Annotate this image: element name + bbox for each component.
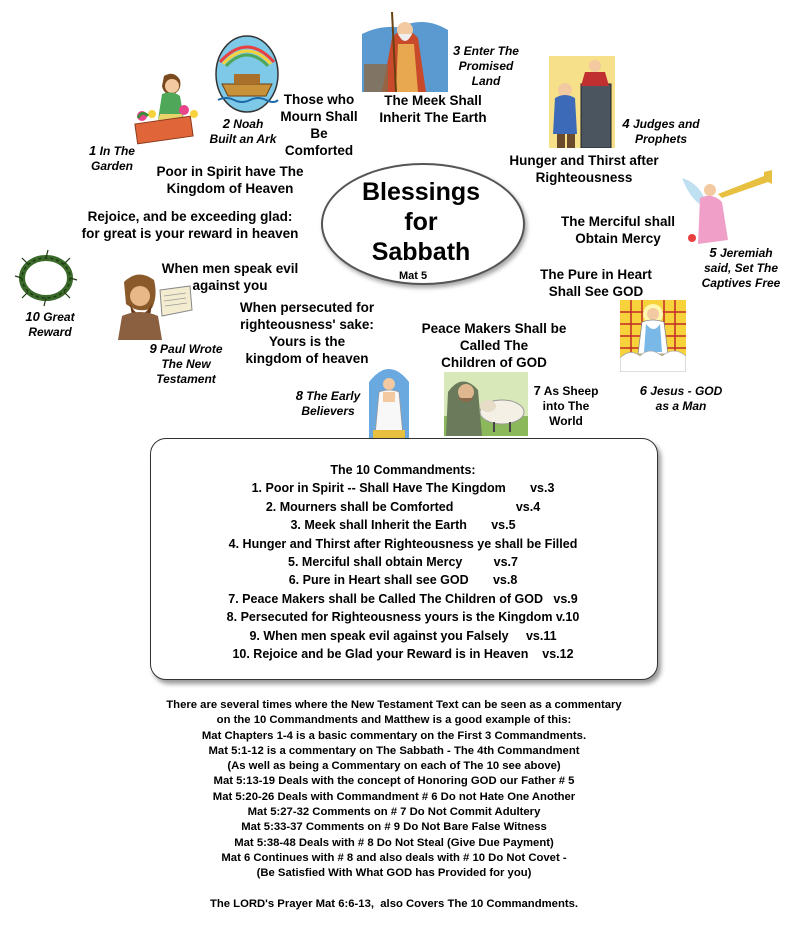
jeremiah-angel-picture <box>678 168 774 250</box>
caption-early-believers: 8 The Early Believers <box>295 388 361 418</box>
caption-promised-land: 3 Enter The Promised Land <box>453 43 519 88</box>
blessing-persecuted: When persecuted for righteousness' sake: Yours is the kingdom of heaven <box>239 300 375 366</box>
commandment-item: 3. Meek shall Inherit the Earth vs.5 <box>290 518 516 533</box>
caption-sheep: 7 As Sheep into The World <box>533 383 599 428</box>
caption-judges: 4 Judges and Prophets <box>622 116 700 146</box>
note-spacer <box>80 882 708 897</box>
blessing-mourn: Those who Mourn Shall Be Comforted <box>280 92 358 158</box>
commandment-item: 6. Pure in Heart shall see GOD vs.8 <box>288 573 518 588</box>
caption-garden: 1 In The Garden <box>89 143 135 173</box>
commandments-list <box>150 461 656 663</box>
blessing-merciful: The Merciful shall Obtain Mercy <box>560 214 676 246</box>
commentary-notes <box>80 698 708 912</box>
commandment-item: 1. Poor in Spirit -- Shall Have The Kingdom vs.3 <box>251 481 555 496</box>
note-line: Mat 5:1-12 is a commentary on The Sabbath - The 4th Commandment <box>208 744 580 757</box>
early-believers-picture <box>369 362 409 440</box>
garden-woman-picture <box>128 70 210 150</box>
shepherd-sheep-picture <box>444 372 528 436</box>
note-line: (Be Satisfied With What GOD has Provided for you) <box>256 867 532 880</box>
note-line: Mat 6 Continues with # 8 and also deals with # 10 Do Not Covet - <box>221 851 567 864</box>
commandment-item: 2. Mourners shall be Comforted vs.4 <box>265 499 541 514</box>
blessing-meek: The Meek Shall Inherit The Earth <box>379 93 487 125</box>
note-line: Mat 5:38-48 Deals with # 8 Do Not Steal (Give Due Payment) <box>234 836 554 849</box>
caption-noah: 2 Noah Built an Ark <box>209 116 277 146</box>
caption-paul: 9 Paul Wrote The New Testament <box>149 341 223 386</box>
note-line-prayer: The LORD's Prayer Mat 6:6-13, also Covers The 10 Commandments. <box>209 897 579 910</box>
center-reference: Mat 5 <box>399 270 428 282</box>
blessing-rejoice: Rejoice, and be exceeding glad: for great is your reward in heaven <box>81 209 299 241</box>
blessing-hunger: Hunger and Thirst after Righteousness <box>509 153 659 185</box>
note-line: Mat 5:20-26 Deals with Commandment # 6 Do not Hate One Another <box>212 790 576 803</box>
commandments-title: The 10 Commandments: <box>330 463 476 477</box>
blessing-pure-in-heart: The Pure in Heart Shall See GOD <box>540 267 652 299</box>
moses-picture <box>362 4 448 92</box>
blessing-peace-makers: Peace Makers Shall be Called The Children of GOD <box>421 321 567 370</box>
center-title: Blessings for Sabbath <box>361 178 481 266</box>
judges-prophets-picture <box>549 56 615 148</box>
note-line: on the 10 Commandments and Matthew is a good example of this: <box>216 714 572 727</box>
commandment-item: 9. When men speak evil against you Falsely vs.11 <box>249 628 557 643</box>
note-line: Mat Chapters 1-4 is a basic commentary on the First 3 Commandments. <box>201 729 587 742</box>
crown-of-thorns-picture <box>14 248 78 308</box>
caption-jesus: 6 Jesus - GOD as a Man <box>639 383 723 413</box>
commandment-item: 4. Hunger and Thirst after Righteousness ye shall be Filled <box>228 536 578 551</box>
blessing-speak-evil: When men speak evil against you <box>161 261 299 293</box>
commandment-item: 8. Persecuted for Righteousness yours is the Kingdom v.10 <box>226 610 580 625</box>
commandment-item: 10. Rejoice and be Glad your Reward is in Heaven vs.12 <box>232 647 574 662</box>
blessing-poor-in-spirit: Poor in Spirit have The Kingdom of Heaven <box>156 164 304 196</box>
note-line: Mat 5:27-32 Comments on # 7 Do Not Commit Adultery <box>247 806 541 819</box>
jesus-picture <box>620 300 686 372</box>
note-line: Mat 5:13-19 Deals with the concept of Honoring GOD our Father # 5 <box>213 775 575 788</box>
noah-ark-picture <box>212 28 282 114</box>
note-line: (As well as being a Commentary on each of The 10 see above) <box>227 760 561 773</box>
caption-great-reward: 10 Great Reward <box>25 309 75 339</box>
note-line: There are several times where the New Testament Text can be seen as a commentary <box>166 699 622 711</box>
commandment-item: 7. Peace Makers shall be Called The Children of GOD vs.9 <box>228 591 578 606</box>
commandment-item: 5. Merciful shall obtain Mercy vs.7 <box>288 555 518 570</box>
note-line: Mat 5:33-37 Comments on # 9 Do Not Bare False Witness <box>241 821 547 834</box>
caption-jeremiah: 5 Jeremiah said, Set The Captives Free <box>701 245 781 290</box>
